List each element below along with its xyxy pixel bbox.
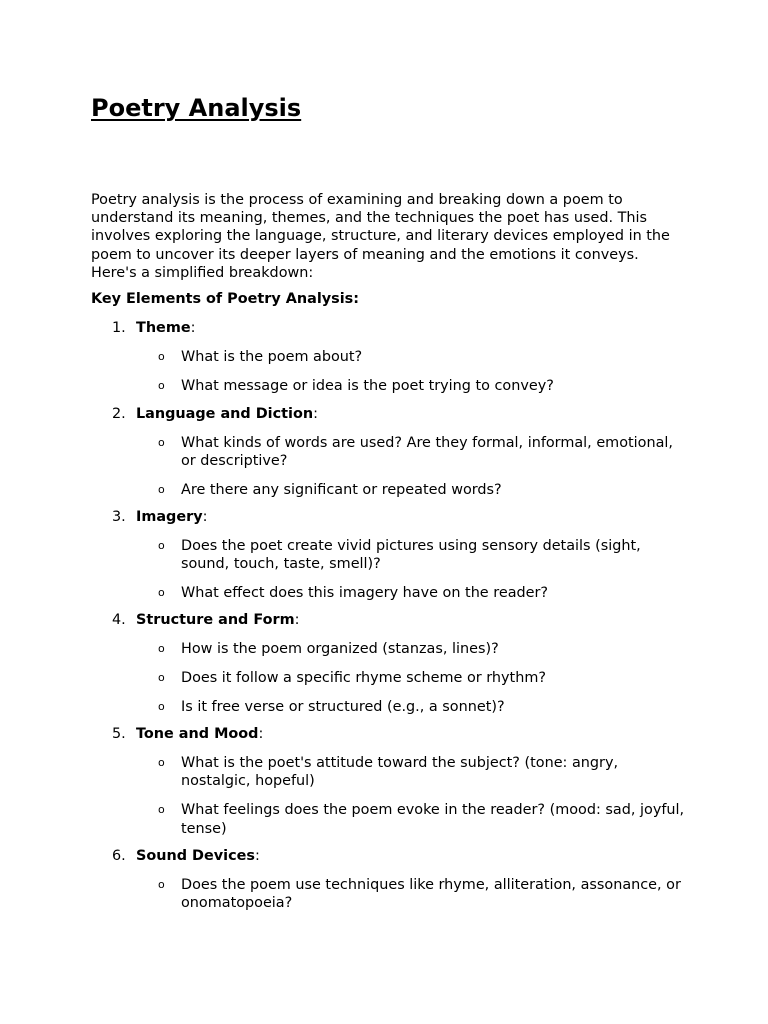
section-sound-devices	[91, 847, 691, 912]
bullet-list	[91, 754, 691, 838]
list-item-text: What effect does this imagery have on the reader?	[181, 585, 549, 602]
section-colon: :	[254, 848, 260, 864]
section-colon: :	[294, 612, 300, 628]
bullet-icon: o	[158, 379, 165, 393]
bullet-icon: o	[158, 878, 165, 891]
bullet-list	[91, 537, 691, 603]
section-title: Theme	[136, 320, 191, 336]
list-item	[91, 537, 691, 573]
list-item	[91, 801, 691, 837]
section-number: 5.	[112, 726, 126, 742]
list-item-text: What message or idea is the poet trying to convey?	[181, 378, 554, 395]
list-item	[91, 348, 691, 366]
section-number: 1.	[112, 320, 126, 336]
section-colon: :	[313, 406, 318, 422]
section-title: Language and Diction	[136, 406, 314, 422]
section-title: Tone and Mood	[136, 726, 259, 742]
section-heading	[91, 725, 691, 743]
list-item-text: How is the poem organized (stanzas, lines)?	[181, 641, 499, 657]
list-item	[91, 754, 691, 790]
bullet-list	[91, 348, 691, 395]
list-item	[91, 434, 691, 470]
section-number: 4.	[112, 612, 126, 628]
section-heading	[91, 847, 691, 865]
section-colon: :	[190, 320, 196, 336]
bullet-icon: o	[158, 642, 165, 655]
list-item-text: What is the poet's attitude toward the subject? (tone: angry, nostalgic, hopeful)	[181, 755, 619, 790]
list-item	[91, 481, 691, 499]
list-item	[91, 876, 691, 912]
bullet-icon: o	[158, 700, 165, 714]
section-heading	[91, 508, 691, 526]
bullet-icon: o	[158, 483, 165, 497]
list-item-text: Does the poet create vivid pictures using sensory details (sight, sound, touch, taste, smell)?	[181, 538, 641, 573]
bullet-icon: o	[158, 436, 165, 449]
section-number: 6.	[112, 848, 126, 864]
bullet-icon: o	[158, 539, 165, 552]
section-number: 2.	[112, 406, 126, 422]
section-heading	[91, 319, 691, 337]
section-colon: :	[258, 726, 264, 742]
section-theme	[91, 319, 691, 395]
list-item-text: Does it follow a specific rhyme scheme or rhythm?	[181, 670, 546, 687]
section-number: 3.	[112, 509, 126, 525]
section-title: Imagery	[136, 509, 203, 525]
list-item	[91, 669, 691, 687]
bullet-icon: o	[158, 586, 165, 600]
bullet-icon: o	[158, 756, 165, 769]
bullet-list	[91, 434, 691, 500]
bullet-list	[91, 876, 691, 912]
section-heading	[91, 611, 691, 629]
list-item-text: What feelings does the poem evoke in the reader? (mood: sad, joyful, tense)	[181, 802, 685, 837]
intro-paragraph: Poetry analysis is the process of examining and breaking down a poem to understand its meaning, themes, and the techniques the poet has used. This involves exploring the language, structure, and literary devices employed in the poem to uncover its deeper layers of meaning and the emotions it conveys. Here's a simplified breakdown:	[91, 192, 670, 281]
section-imagery	[91, 508, 691, 603]
bullet-icon: o	[158, 350, 165, 363]
section-heading	[91, 405, 691, 423]
document-title: Poetry Analysis	[91, 94, 302, 122]
list-item	[91, 640, 691, 658]
list-item	[91, 377, 691, 395]
bullet-list	[91, 640, 691, 717]
section-structure-and-form	[91, 611, 691, 717]
section-tone-and-mood	[91, 725, 691, 838]
section-language-and-diction	[91, 405, 691, 500]
bullet-icon: o	[158, 671, 165, 685]
section-title: Structure and Form	[136, 612, 295, 628]
list-item	[91, 698, 691, 716]
bullet-icon: o	[158, 803, 165, 817]
list-item	[91, 584, 691, 602]
key-elements-heading: Key Elements of Poetry Analysis:	[91, 291, 359, 307]
section-title: Sound Devices	[136, 848, 255, 864]
section-colon: :	[202, 509, 208, 525]
list-item-text: Does the poem use techniques like rhyme, alliteration, assonance, or onomatopoeia?	[181, 877, 681, 912]
list-item-text: Is it free verse or structured (e.g., a sonnet)?	[181, 699, 505, 716]
list-item-text: Are there any significant or repeated words?	[181, 482, 502, 499]
list-item-text: What kinds of words are used? Are they formal, informal, emotional, or descriptive?	[181, 435, 673, 470]
list-item-text: What is the poem about?	[181, 349, 363, 365]
